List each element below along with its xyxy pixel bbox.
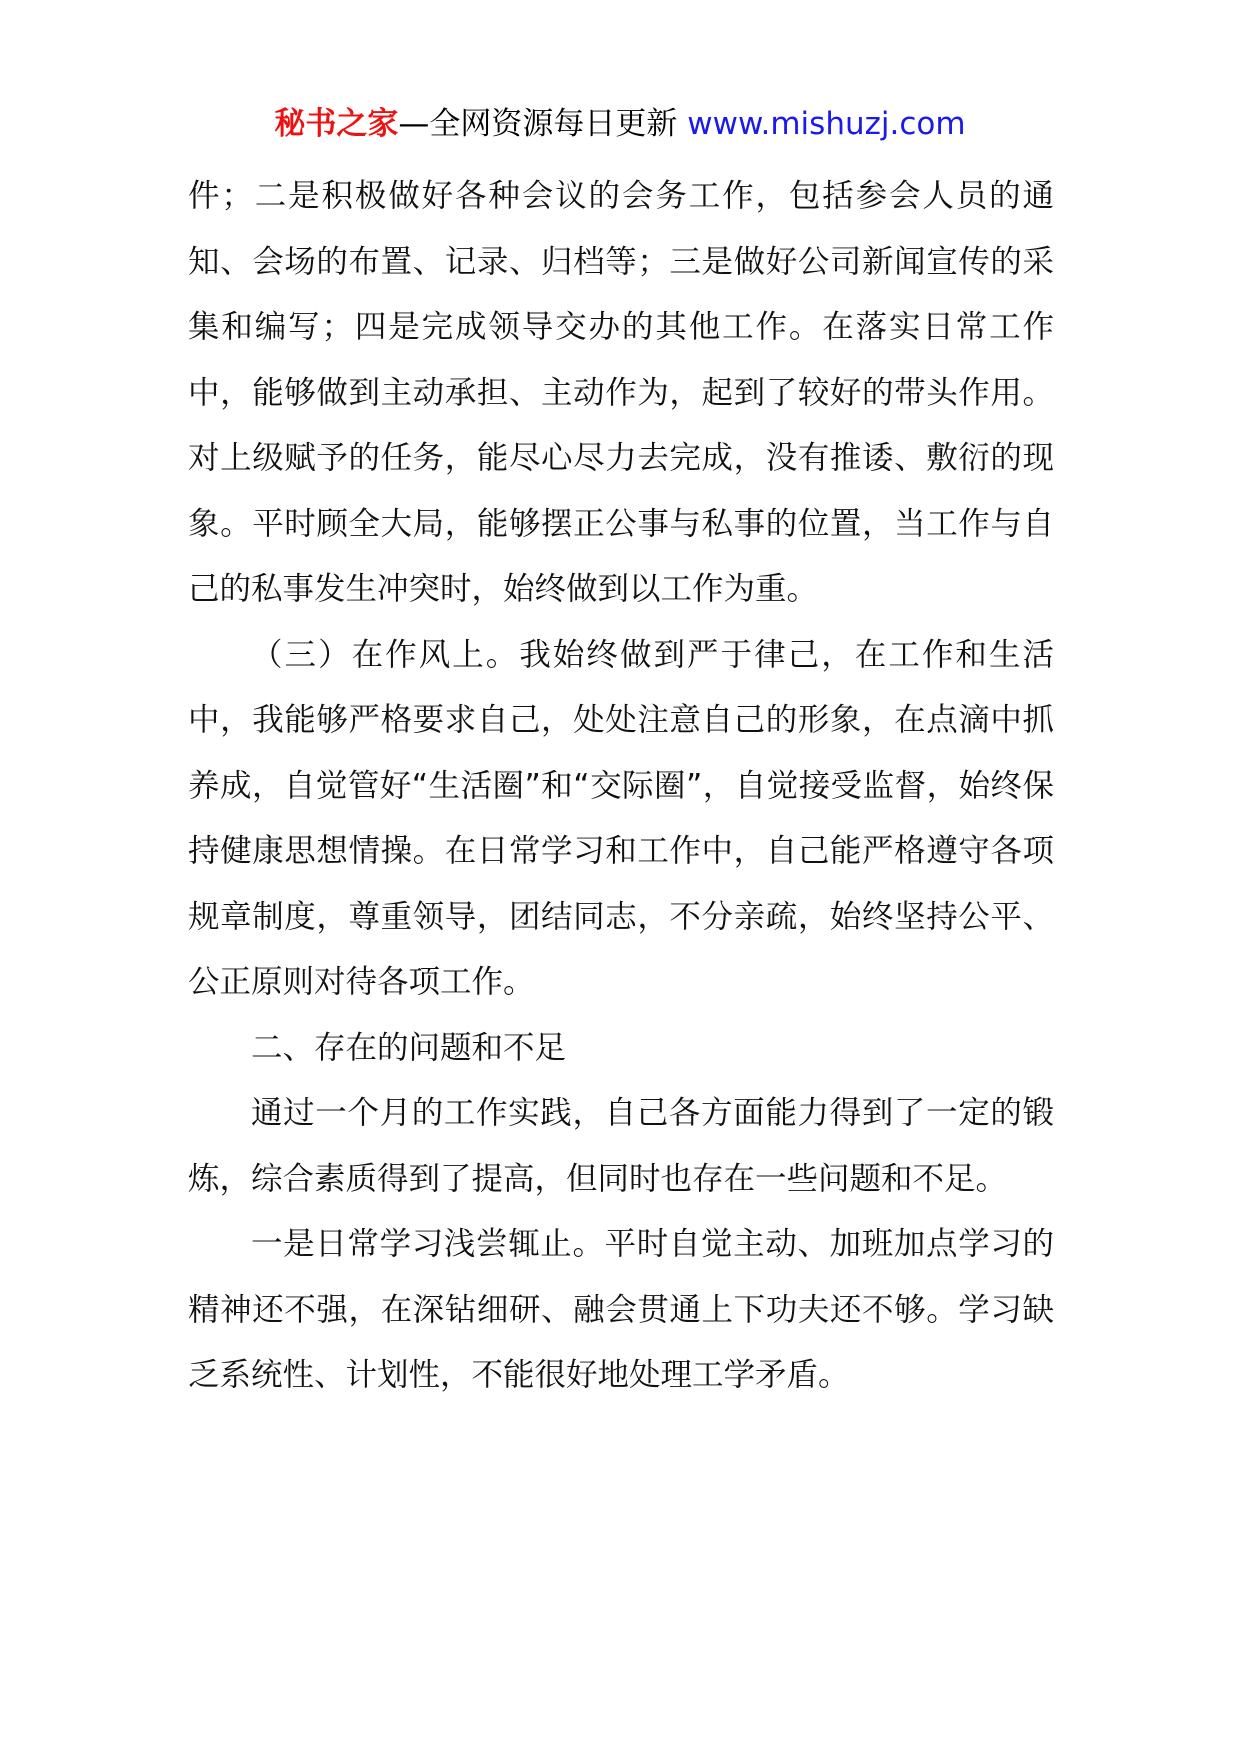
- site-url-link[interactable]: www.mishuzj.com: [687, 106, 966, 142]
- paragraph-continuation: 件；二是积极做好各种会议的会务工作，包括参会人员的通知、会场的布置、记录、归档等；三是做好公司新闻宣传的采集和编写；四是完成领导交办的其他工作。在落实日常工作中，能够做到主动承担、主动作为，起到了较好的带头作用。对上级赋予的任务，能尽心尽力去完成，没有推诿、敷衍的现象。平时顾全大局，能够摆正公事与私事的位置，当工作与自己的私事发生冲突时，始终做到以工作为重。: [188, 178, 1054, 607]
- header-tagline: —全网资源每日更新: [398, 106, 688, 142]
- brand-name: 秘书之家: [274, 106, 399, 142]
- document-body: [188, 164, 1054, 1409]
- paragraph-work-style: （三）在作风上。我始终做到严于律己，在工作和生活中，我能够严格要求自己，处处注意自己的形象，在点滴中抓养成，自觉管好“生活圈”和“交际圈”，自觉接受监督，始终保持健康思想情操。在日常学习和工作中，自己能严格遵守各项规章制度，尊重领导，团结同志，不分亲疏，始终坚持公平、公正原则对待各项工作。: [188, 636, 1054, 1000]
- section-heading-problems: 二、存在的问题和不足: [251, 1029, 567, 1066]
- paragraph-problem-one: 一是日常学习浅尝辄止。平时自觉主动、加班加点学习的精神还不强，在深钻细研、融会贯通上下功夫还不够。学习缺乏系统性、计划性，不能很好地处理工学矛盾。: [188, 1226, 1054, 1393]
- paragraph-problems-intro: 通过一个月的工作实践，自己各方面能力得到了一定的锻炼，综合素质得到了提高，但同时也存在一些问题和不足。: [188, 1095, 1054, 1197]
- page-header: [0, 98, 1240, 150]
